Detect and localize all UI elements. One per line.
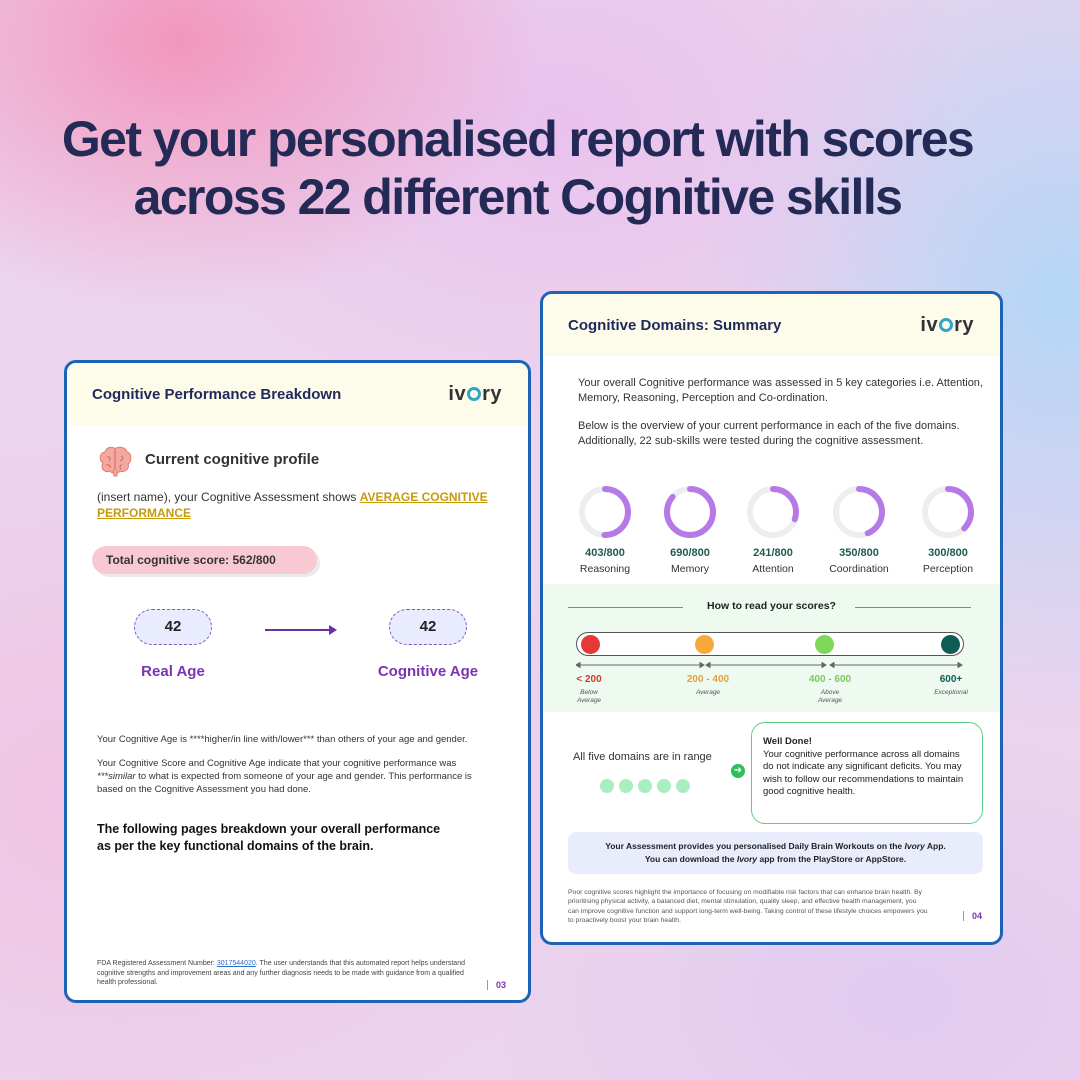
brain-icon [97,445,133,477]
range-dot [600,779,614,793]
score-scale-bar [576,632,964,656]
domain-ring-perception [920,484,976,540]
real-age-value: 42 [134,609,212,645]
well-done-text: Your cognitive performance across all domains do not indicate any significant deficits. You may wish to follow our recommendations to maintain good cognitive health. [763,748,964,797]
banner-text: Your Assessment provides you personalised Daily Brain Workouts on the [605,841,905,851]
fda-footnote [97,959,467,988]
headline [0,110,1035,226]
range-dot [657,779,671,793]
domain-name-attention: Attention [752,563,794,575]
domain-name-perception: Perception [922,563,974,575]
range-dot [676,779,690,793]
footer-text: Poor cognitive scores highlight the importance of focusing on modifiable risk factors that can enhance brain health. By prioritising physical activity, a balanced diet, mental stimulation, quality sleep, and effective health management, you can improve cognitive function and support long-term well-being. Taking control of these lifestyle choices empowers you to proactively boost your brain health. [568,889,928,924]
range-dot [638,779,652,793]
range-value-3: 600+ [939,674,963,685]
domain-score-reasoning: 403/800 [585,547,625,559]
footnote-rest: . The user understands that this automated report helps understand cognitive strengths and improvement areas and any further diagnosis needs to be made with guidance from a qualified health professional. [97,960,465,986]
banner-text: App. [924,841,946,851]
banner-app-name: Ivory [904,841,925,851]
banner-line-2 [568,853,983,866]
banner-text: You can download the [644,854,737,864]
scale-dot-1 [695,635,714,654]
page-number: 03 [487,980,506,990]
report-page-domains-summary [540,291,1003,945]
score-explanation-em: ***similar [97,771,136,782]
profile-title: Current cognitive profile [145,451,320,468]
report-page-cognitive-performance [64,360,531,1003]
banner-text: app from the PlayStore or AppStore. [757,854,907,864]
intro-lead: (insert name), your Cognitive Assessment shows [97,490,360,504]
well-done-callout [751,722,983,824]
page-title: Cognitive Performance Breakdown [92,385,342,403]
real-age-label: Real Age [141,663,205,680]
ring-progress-memory [667,489,713,535]
legend-title: How to read your scores? [707,600,836,612]
fda-number-link[interactable]: 3017544020 [216,960,256,967]
banner-app-name: Ivory [736,854,758,864]
range-value-2: 400 - 600 [808,674,852,685]
range-label-1: Average [695,689,721,696]
range-value-1: 200 - 400 [686,674,730,685]
domain-ring-memory [662,484,718,540]
banner-line-1 [568,840,983,853]
scale-dot-0 [581,635,600,654]
range-dot [619,779,633,793]
page-title: Cognitive Domains: Summary [568,316,782,334]
performance-highlight: AVERAGE COGNITIVE PERFORMANCE [97,490,488,520]
well-done-title: Well Done! [763,736,812,747]
domain-score-perception: 300/800 [928,547,968,559]
score-explanation-a: Your Cognitive Score and Cognitive Age indicate that your cognitive performance was [97,758,457,769]
range-value-0: < 200 [576,674,602,685]
domain-ring-coordination [831,484,887,540]
domain-ring-attention [745,484,801,540]
score-explanation-b: to what is expected from someone of your age and gender. This performance is based on the Cognitive Assessment you had done. [97,771,472,795]
domain-score-memory: 690/800 [670,547,710,559]
page-header [67,363,528,425]
breakdown-intro: The following pages breakdown your overall performance as per the key functional domains of the brain. [97,822,441,853]
range-label-2: Above Average [817,689,843,704]
range-label-0: Below Average [576,689,602,704]
arrow-right-icon [265,629,335,631]
score-explanation [97,757,497,796]
cognitive-age-note: Your Cognitive Age is ****higher/in line with/lower*** than others of your age and gender. [97,734,468,745]
score-legend [543,584,1000,712]
intro-text [97,489,497,521]
in-range-text: All five domains are in range [573,751,712,763]
page-number: 04 [963,911,982,921]
cognitive-age-value: 42 [389,609,467,645]
domain-score-coordination: 350/800 [839,547,879,559]
domains-overview: Below is the overview of your current performance in each of the five domains. Additionally, 22 sub-skills were tested during the cognitive assessment. [578,420,960,447]
footnote-lead: FDA Registered Assessment Number: [97,960,217,967]
domain-name-coordination: Coordination [829,563,889,575]
cognitive-age-label: Cognitive Age [377,663,479,680]
domain-name-reasoning: Reasoning [579,563,631,575]
arrow-circle-icon: ➜ [731,764,745,778]
total-score-badge: Total cognitive score: 562/800 [92,546,317,574]
ivory-logo: iv ry [448,382,502,405]
domain-score-attention: 241/800 [753,547,793,559]
headline-line-1: Get your personalised report with scores [61,111,974,167]
app-download-banner [568,832,983,874]
ivory-logo: iv ry [920,313,974,336]
scale-dot-3 [941,635,960,654]
scale-dot-2 [815,635,834,654]
page-header [543,294,1000,356]
domains-intro: Your overall Cognitive performance was assessed in 5 key categories i.e. Attention, Memory, Reasoning, Perception and Co-ordination. [578,377,983,404]
domain-ring-reasoning [577,484,633,540]
range-label-3: Exceptional [934,689,968,696]
headline-line-2: across 22 different Cognitive skills [133,169,902,225]
domain-name-memory: Memory [671,563,709,575]
scale-range-arrows [576,662,964,668]
